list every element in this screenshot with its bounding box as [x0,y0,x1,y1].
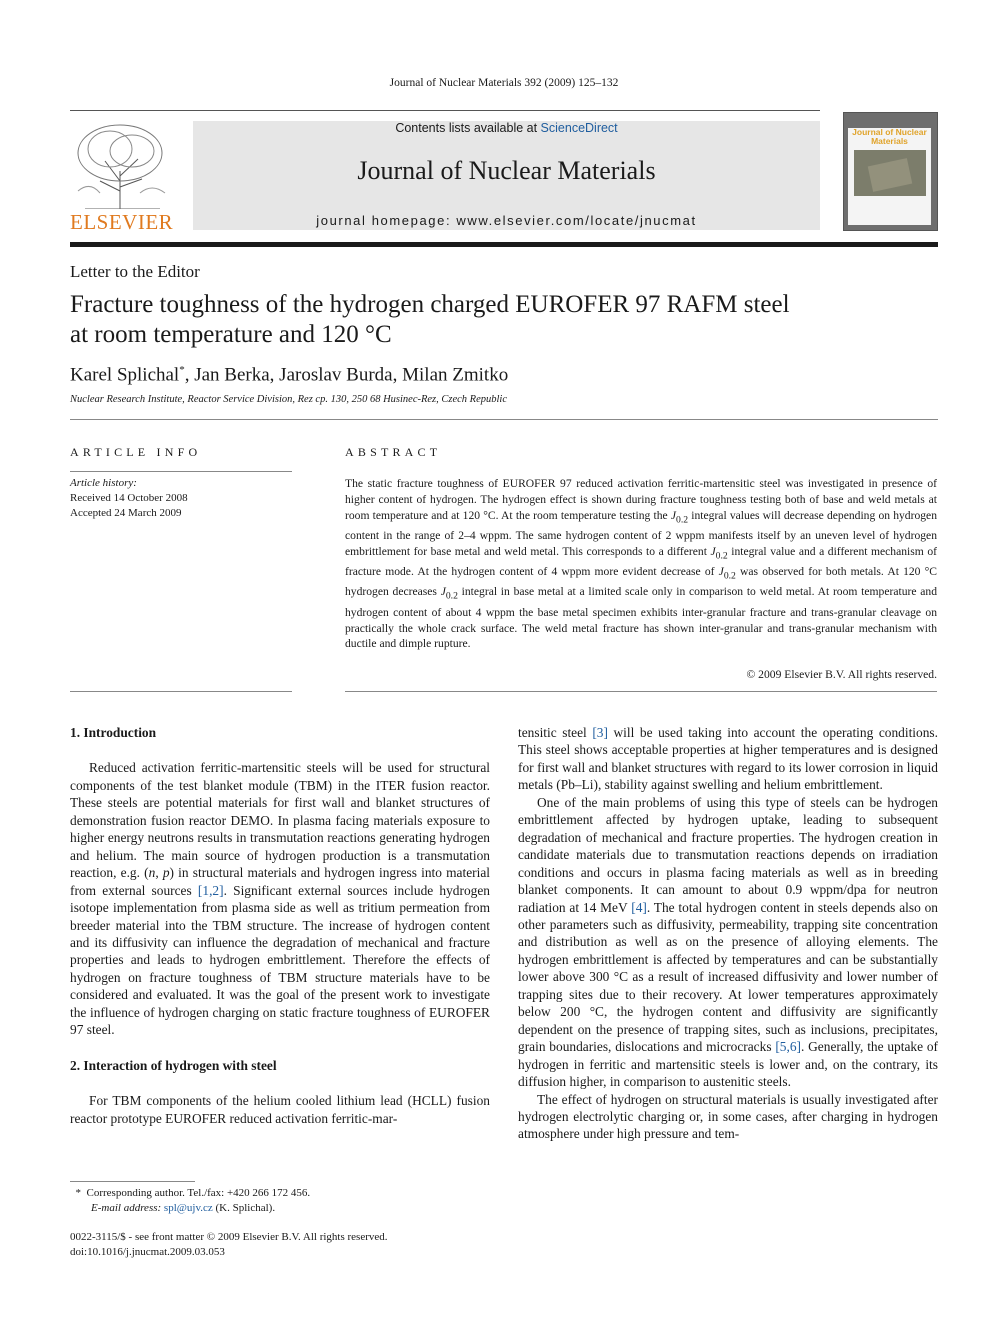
paragraph: One of the main problems of using this type of steels can be hydrogen embrittlement affected by hydrogen uptake, leading to subsequent degradation of mechanical and fracture properties. The hydrogen creation in candidate materials due to transmutation reactions depends on irradiation conditions and occurs in plasma facing materials as well as in breeding blanket components. It can amount to about 0.9 wppm/dpa for neutron radiation at 14 MeV [4]. The total hydrogen content in steels depends also on other parameters such as diffusivity, permeability, trapping site concentration and distribution as well as on the presence of alloying elements. The hydrogen embrittlement is affected by temperatures and can be substantially lower above 300 °C as a result of increased diffusivity and lower number of trapping sites due to their recovery. At lower temperatures approximately below 200 °C, the hydrogen content and diffusivity are significantly dependent on the presence of trapping sites, such as inclusions, precipitates, grain boundaries, dislocations and microcracks [5,6]. Generally, the uptake of hydrogen in ferritic and martensitic steels is lower and, on the contrary, its diffusion higher, in comparison to austenitic steels. [518,794,938,1090]
header-thick-rule [70,242,938,247]
sciencedirect-link[interactable]: ScienceDirect [540,121,618,135]
received-date: Received 14 October 2008 [70,492,188,504]
body-column-right [518,724,938,1143]
author-list: Karel Splichal*, Jan Berka, Jaroslav Burda, Milan Zmitko [70,364,509,386]
divider [70,691,292,692]
header-rule [70,110,820,111]
email-link[interactable]: spl@ujv.cz [163,1201,213,1214]
article-info-heading: ARTICLE INFO [70,445,202,459]
footnote-mark: * [75,1187,81,1199]
paragraph: The effect of hydrogen on structural materials is usually investigated after hydrogen electrolytic charging or, in some cases, after charging in hydrogen atmosphere under high pressure and tem- [518,1091,938,1142]
corresponding-mark[interactable]: * [179,364,185,376]
journal-homepage[interactable]: journal homepage: www.elsevier.com/locate/jnucmat [316,213,697,228]
history-label: Article history: [70,477,137,489]
cover-title: Journal of Nuclear Materials [852,127,927,146]
author-name: Milan Zmitko [402,364,509,386]
divider [345,691,937,692]
paragraph-continued: tensitic steel [3] will be used taking into account the operating conditions. This steel shows acceptable properties at higher temperatures and is designed for first wall and blanket structures with regard to its lower corrosion in liquid metals (Pb–Li), stability against swelling and helium embrittlement. [518,725,938,793]
abstract-text: The static fracture toughness of EUROFER 97 reduced activation ferritic-martensitic steel was investigated in presence of higher content of hydrogen. The hydrogen effect is shown during fracture toughness testing both of base and weld metals at room temperature and at 120 °C. At the room temperature testing the $J_{0.2}$ integral values will decrease depending on hydrogen content in the range of 2–4 wppm. The same hydrogen content of 2 wppm manifests itself by an uneven level of hydrogen embrittlement for base metal and weld metal. This corresponds to a different $J_{0.2}$ integral value and a different mechanism of fracture mode. At the hydrogen content of 4 wppm more evident decrease of $J_{0.2}$ was observed for both metals. At 120 °C hydrogen decreases $J_{0.2}$ integral in base metal at a limited scale only in comparison to weld metal. At room temperature and hydrogen content of about 4 wppm the base metal specimen exhibits inter-granular fracture and trans-granular cleavage on practically the whole crack surface. The weld metal fracture has shown inter-granular and trans-granular mechanism with ductile and dimple rupture. [345,477,938,651]
divider [70,419,938,420]
paragraph: Reduced activation ferritic-martensitic steels will be used for structural components of the test blanket module (TBM) in the ITER fusion reactor. These steels are potential materials for first wall and blanket structures of demonstration fusion reactor DEMO. In plasma facing materials exposure to higher energy neutrons results in transmutation reactions generating hydrogen and helium. The main source of hydrogen production is a transmutation reaction, e.g. (n, p) in structural materials and hydrogen ingress into material from external sources [1,2]. Significant external sources include hydrogen isotope implementation from plasma side as well as tritium permeation from breeder material into the TBM structure. The increase of hydrogen content and its diffusivity can influence the degradation of mechanical and fracture properties and leads to hydrogen embrittlement. Therefore the effects of hydrogen on fracture toughness of TBM structure materials have to be considered and evaluated. It was the goal of the present work to investigate the influence of hydrogen charging on static fracture toughness of EUROFER 97 steel. [70,760,490,1038]
email-suffix: (K. Splichal). [215,1201,276,1214]
author-name: Jaroslav Burda [279,364,393,386]
section-heading: 1. Introduction [70,725,157,740]
abstract-heading: ABSTRACT [345,445,442,459]
footnote-rule [70,1181,195,1182]
divider [70,471,292,472]
bottom-info [70,1230,388,1259]
doi-line[interactable]: doi:10.1016/j.jnucmat.2009.03.053 [70,1245,225,1258]
issn-line: 0022-3115/$ - see front matter © 2009 Elsevier B.V. All rights reserved. [70,1231,388,1243]
article-history [70,476,188,521]
title-line-2: at room temperature and 120 °C [70,321,392,348]
contents-line [193,121,820,135]
author-name: Jan Berka [194,364,270,386]
body-column-left [70,724,490,1127]
contents-prefix: Contents lists available at [395,121,541,135]
footnote [70,1186,310,1215]
accepted-date: Accepted 24 March 2009 [70,507,182,519]
journal-title: Journal of Nuclear Materials [357,156,656,185]
publisher-logo-text: ELSEVIER [70,210,174,234]
title-line-1: Fracture toughness of the hydrogen charged EUROFER 97 RAFM steel [70,291,790,318]
affiliation: Nuclear Research Institute, Reactor Service Division, Rez cp. 130, 250 68 Husinec-Rez, Czech Republic [70,394,507,405]
article-title [70,290,930,350]
author-name: Karel Splichal [70,364,180,386]
section-type: Letter to the Editor [70,262,200,281]
paragraph-part: For TBM components of the helium cooled lithium lead (HCLL) fusion reactor prototype EUROFER reduced activation ferritic-mar- [70,1093,490,1126]
email-label: E-mail address: [91,1201,162,1214]
copyright: © 2009 Elsevier B.V. All rights reserved. [746,668,937,681]
section-heading: 2. Interaction of hydrogen with steel [70,1057,277,1073]
corresponding-author: Corresponding author. Tel./fax: +420 266 172 456. [86,1187,311,1199]
journal-reference: Journal of Nuclear Materials 392 (2009) 125–132 [389,77,619,89]
